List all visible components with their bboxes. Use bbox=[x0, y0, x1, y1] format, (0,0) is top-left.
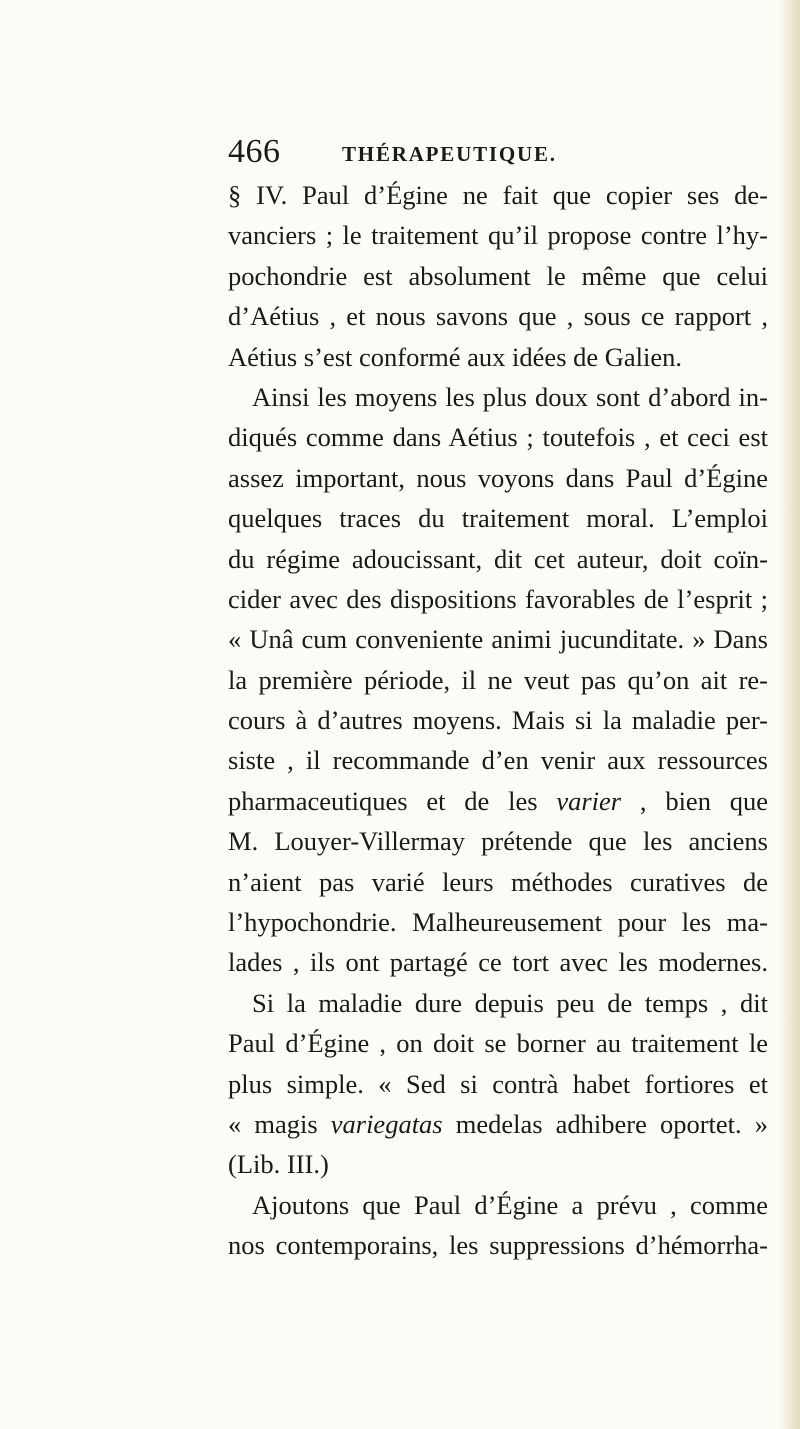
text-line: quelques traces du traitement moral. L’emploi bbox=[228, 503, 768, 534]
text-line: du régime adoucissant, dit cet auteur, doit coïn- bbox=[228, 543, 768, 574]
running-title: THÉRAPEUTIQUE. bbox=[342, 142, 557, 166]
page-number: 466 bbox=[228, 133, 281, 170]
text-segment: « magis bbox=[228, 1108, 331, 1139]
text-line bbox=[228, 781, 768, 821]
text-line: nos contemporains, les suppressions d’hémorrha- bbox=[228, 1230, 768, 1261]
text-line: Ajoutons que Paul d’Égine a prévu , comme bbox=[252, 1189, 768, 1220]
text-line: Aétius s’est conformé aux idées de Galien. bbox=[228, 341, 683, 372]
italic-word: variegatas bbox=[330, 1108, 443, 1139]
page-edge-shadow bbox=[778, 0, 800, 1429]
text-line: Ainsi les moyens les plus doux sont d’abord in- bbox=[252, 381, 768, 412]
text-line: d’Aétius , et nous savons que , sous ce rapport , bbox=[228, 301, 768, 332]
text-line: pochondrie est absolument le même que celui bbox=[228, 260, 768, 291]
text-line: cours à d’autres moyens. Mais si la maladie per- bbox=[228, 705, 768, 736]
page-header bbox=[228, 132, 788, 178]
text-line: siste , il recommande d’en venir aux ressources bbox=[228, 745, 768, 776]
text-line: Paul d’Égine , on doit se borner au traitement le bbox=[228, 1028, 768, 1059]
body-text bbox=[228, 175, 768, 1266]
text-line: plus simple. « Sed si contrà habet fortiores et bbox=[228, 1068, 768, 1099]
text-line: l’hypochondrie. Malheureusement pour les ma- bbox=[228, 907, 768, 938]
text-line bbox=[228, 1104, 768, 1144]
text-segment: medelas adhibere oportet. » bbox=[442, 1108, 768, 1139]
text-line: Si la maladie dure depuis peu de temps , dit bbox=[252, 987, 768, 1018]
text-line: n’aient pas varié leurs méthodes curatives de bbox=[228, 866, 768, 897]
text-line: (Lib. III.) bbox=[228, 1149, 329, 1180]
text-line: la première période, il ne veut pas qu’on ait re- bbox=[228, 664, 768, 695]
text-line: diqués comme dans Aétius ; toutefois , et ceci est bbox=[228, 422, 768, 453]
text-line: cider avec des dispositions favorables de l’esprit ; bbox=[228, 583, 768, 614]
text-line: M. Louyer-Villermay prétende que les anciens bbox=[228, 826, 768, 857]
text-line: § IV. Paul d’Égine ne fait que copier ses de- bbox=[228, 180, 768, 210]
text-line: lades , ils ont partagé ce tort avec les modernes. bbox=[228, 947, 768, 978]
text-segment: pharmaceutiques et de les bbox=[228, 785, 557, 816]
italic-word: varier bbox=[556, 785, 622, 816]
text-segment: , bien que bbox=[621, 785, 769, 816]
text-line: assez important, nous voyons dans Paul d’Égine bbox=[228, 462, 768, 493]
text-line: « Unâ cum conveniente animi jucunditate. » Dans bbox=[228, 624, 768, 655]
text-line: vanciers ; le traitement qu’il propose contre l’hy- bbox=[228, 220, 768, 251]
